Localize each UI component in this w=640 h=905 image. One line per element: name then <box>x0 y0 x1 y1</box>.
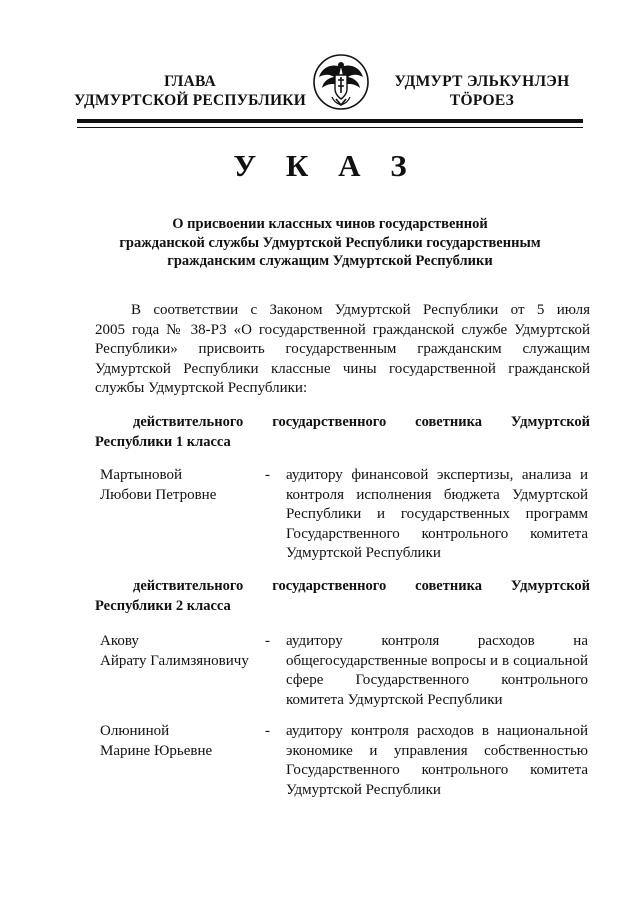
person-position <box>286 632 588 710</box>
surname: Олюниной <box>100 723 170 739</box>
intro-line: службы Удмуртской Республики: <box>95 380 308 396</box>
header-rule-thick <box>77 119 583 123</box>
rank-line: действительного государственного советника Удмуртской <box>133 578 590 594</box>
given-names: Айрату Галимзяновичу <box>100 652 249 669</box>
position-line: Государственного контрольного комитета <box>286 762 588 778</box>
position-line: комитета Удмуртской Республики <box>286 691 503 708</box>
person-name <box>100 632 270 671</box>
intro-line: Республики» присвоить государственным гражданским служащим <box>95 341 590 357</box>
rank-heading-1 <box>95 413 590 452</box>
intro-line: 2005 года № 38-РЗ «О государственной гражданской службе Удмуртской <box>95 321 590 338</box>
rank-line: Республики 1 класса <box>95 433 231 450</box>
given-names: Любови Петровне <box>100 486 217 503</box>
surname: Мартыновой <box>100 467 182 483</box>
intro-line: Удмуртской Республики классные чины государственной гражданской <box>95 360 590 377</box>
dash-separator: - <box>265 633 270 649</box>
subject-line: гражданским служащим Удмуртской Республики <box>167 253 493 269</box>
position-line: Удмуртской Республики <box>286 545 441 561</box>
given-names: Марине Юрьевне <box>100 742 213 759</box>
header-rule-thin <box>77 127 583 128</box>
rank-line: действительного государственного советника Удмуртской <box>133 414 590 430</box>
header-left-line-1: ГЛАВА <box>164 73 216 90</box>
position-line: контроля исполнения бюджета Удмуртской <box>286 486 588 503</box>
decree-subject <box>110 215 550 271</box>
person-name <box>100 722 270 761</box>
header-right-line-1: УДМУРТ ЭЛЬКУНЛЭН <box>394 73 570 90</box>
header-left-line-2: УДМУРТСКОЙ РЕСПУБЛИКИ <box>74 92 306 109</box>
udmurt-coat-of-arms-icon <box>308 53 374 111</box>
person-name <box>100 466 270 505</box>
surname: Акову <box>100 633 139 649</box>
document-title: У К А З <box>233 148 418 183</box>
header-right-title <box>382 72 582 110</box>
position-line: Государственного контрольного комитета <box>286 525 588 542</box>
subject-line: О присвоении классных чинов государственной <box>172 216 488 232</box>
header-left-title <box>70 72 310 110</box>
position-line: Удмуртской Республики <box>286 781 441 798</box>
person-position <box>286 466 588 564</box>
position-line: аудитору финансовой экспертизы, анализа и <box>286 467 588 483</box>
person-position <box>286 722 588 800</box>
intro-line: В соответствии с Законом Удмуртской Республики от 5 июля <box>131 302 590 318</box>
rank-heading-2 <box>95 577 590 616</box>
position-line: экономике и управления собственностью <box>286 742 588 759</box>
position-line: аудитору контроля расходов на <box>286 633 588 649</box>
position-line: аудитору контроля расходов в национальной <box>286 723 588 739</box>
position-line: Республики и государственных программ <box>286 506 588 522</box>
rank-line: Республики 2 класса <box>95 597 231 614</box>
subject-line: гражданской службы Удмуртской Республики государственным <box>119 234 541 251</box>
header-right-line-2: ТÖРОЕЗ <box>449 92 515 109</box>
dash-separator: - <box>265 467 270 483</box>
position-line: общегосударственные вопросы и в социальной <box>286 652 588 669</box>
intro-paragraph <box>95 301 590 399</box>
dash-separator: - <box>265 723 270 739</box>
position-line: сфере Государственного контрольного <box>286 672 588 688</box>
